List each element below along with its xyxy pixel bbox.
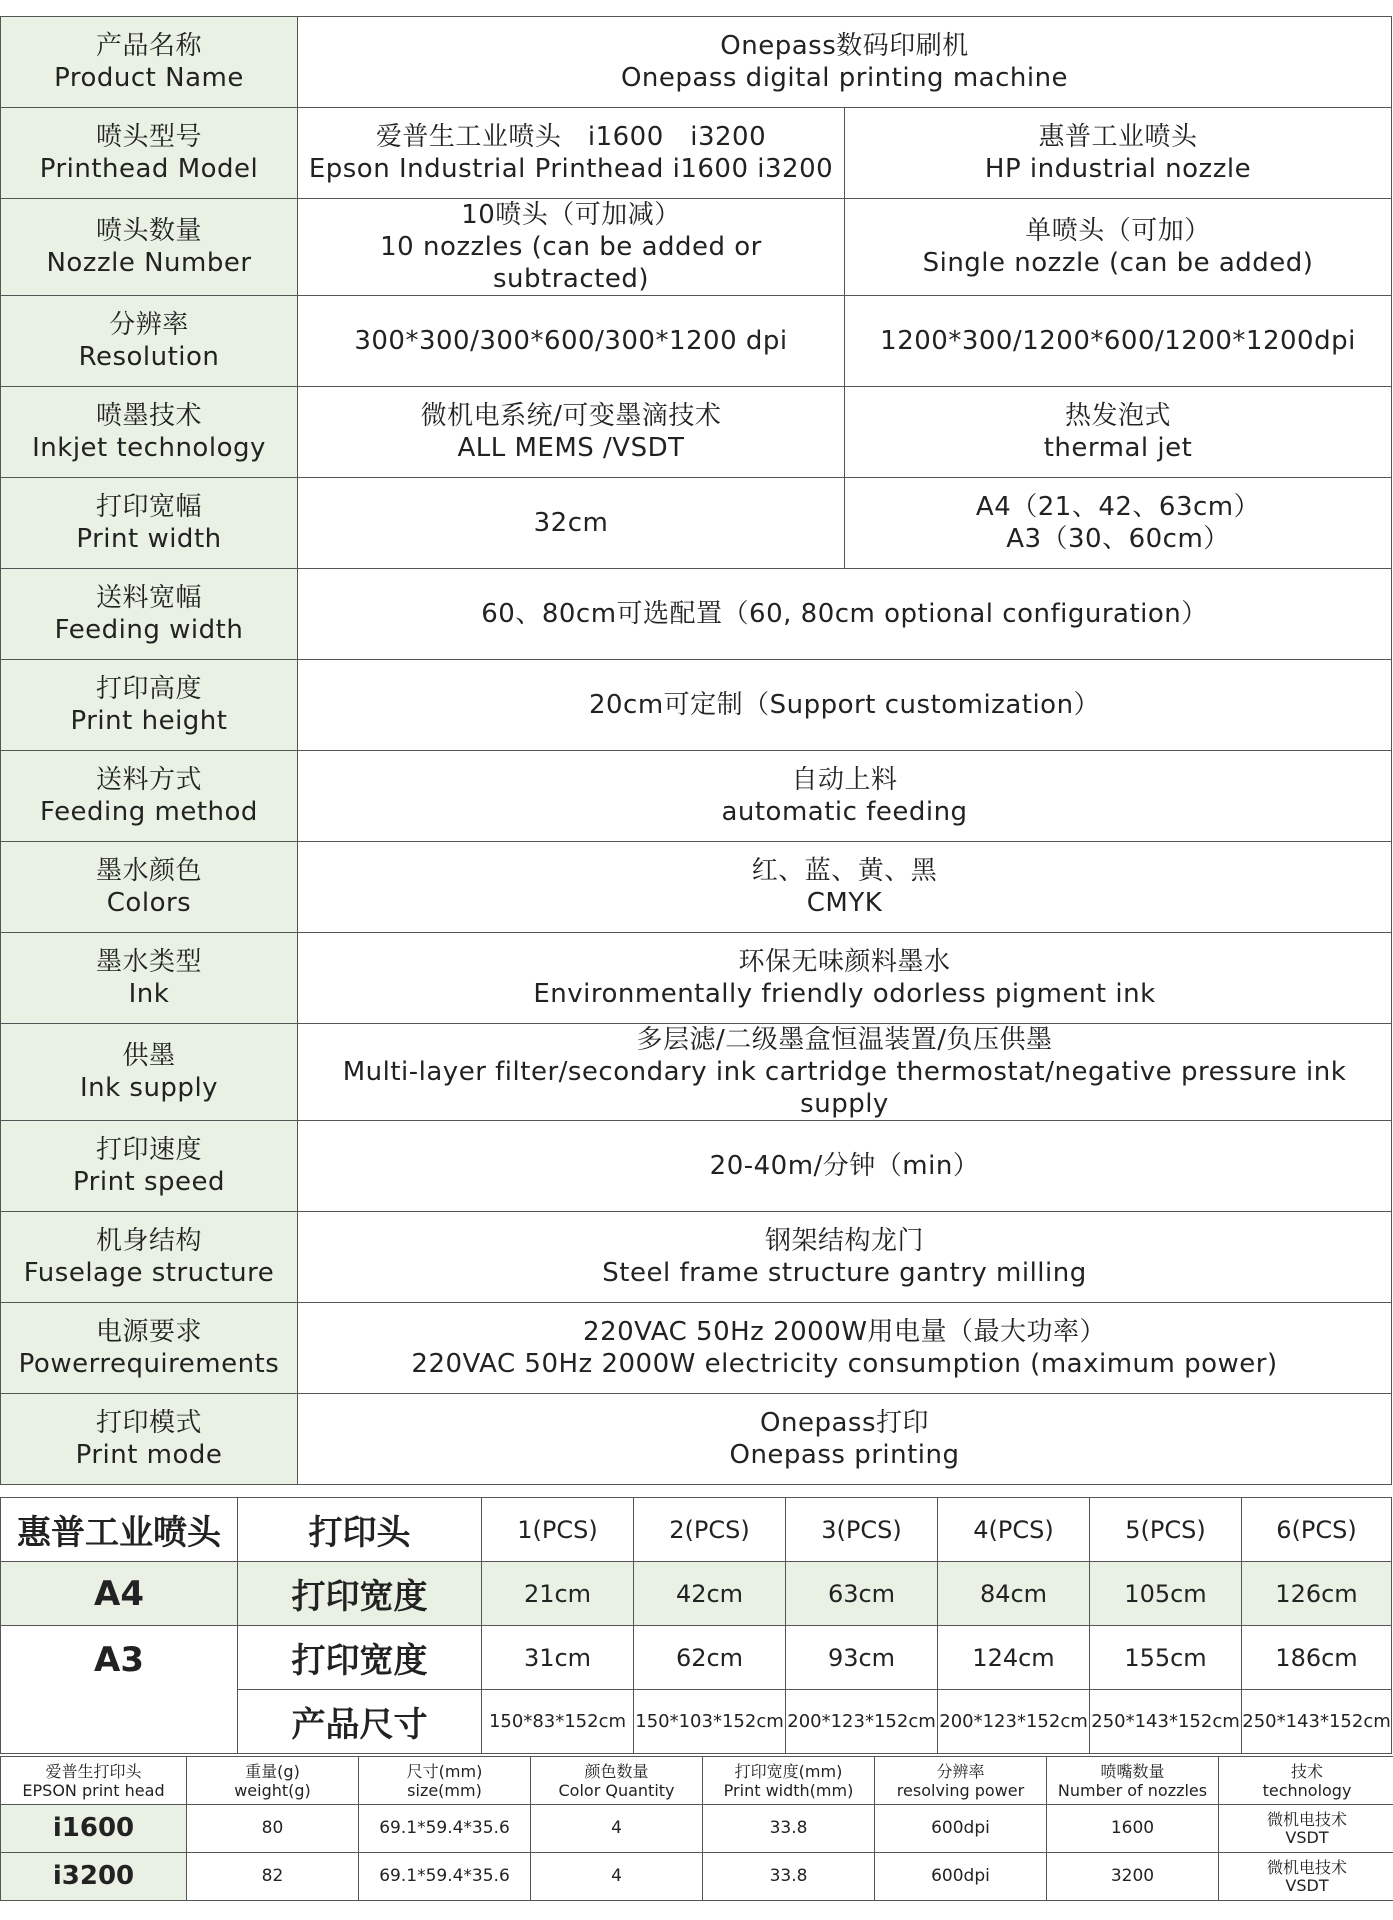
spec-value-line: Onepass打印 (760, 1408, 929, 1438)
epson-header-cell (1047, 1757, 1219, 1805)
spec-value-line: 钢架结构龙门 (765, 1226, 925, 1256)
spec-value-hp-line: Single nozzle (can be added) (922, 248, 1314, 278)
spec-value-line: 红、蓝、黄、黑 (751, 856, 938, 886)
epson-weight-cell: 82 (187, 1853, 359, 1901)
spec-value (298, 569, 1392, 660)
spec-label (1, 296, 298, 387)
epson-header-cell (1219, 1757, 1393, 1805)
spec-value-line: 环保无味颜料墨水 (738, 947, 951, 977)
epson-tech-cell-line: 微机电技术 (1266, 1809, 1347, 1829)
spec-value-line: Environmentally friendly odorless pigment ink (533, 979, 1156, 1009)
spec-label-en: Print width (76, 524, 222, 554)
spec-row (1, 17, 1392, 108)
epson-header-cell-line: Print width(mm) (723, 1780, 854, 1800)
spec-value (298, 842, 1392, 933)
size-cell: 200*123*152cm (938, 1690, 1090, 1754)
epson-header-row (1, 1757, 1393, 1805)
epson-header-cell-line: Number of nozzles (1057, 1780, 1208, 1800)
spec-label-cn: 电源要求 (95, 1317, 202, 1347)
epson-header-cell (531, 1757, 703, 1805)
a4-width-cell: 42cm (634, 1562, 786, 1626)
spec-value-hp-line: HP industrial nozzle (984, 154, 1252, 184)
epson-header-cell-line: 颜色数量 (584, 1761, 649, 1781)
epson-row (1, 1853, 1393, 1901)
spec-label (1, 1212, 298, 1303)
spec-label-en: Powerrequirements (18, 1349, 280, 1379)
epson-header-cell (359, 1757, 531, 1805)
spec-label-cn: 喷头型号 (95, 122, 202, 152)
spec-value-epson-line: ALL MEMS /VSDT (457, 433, 685, 463)
spec-label (1, 842, 298, 933)
spec-label-en: Feeding width (54, 615, 244, 645)
spec-label (1, 1121, 298, 1212)
spec-label (1, 108, 298, 199)
spec-value-epson-line: 爱普生工业喷头 i1600 i3200 (375, 122, 767, 152)
epson-header-cell (703, 1757, 875, 1805)
epson-width-cell: 33.8 (703, 1805, 875, 1853)
spec-value-epson-line: 32cm (533, 508, 609, 538)
epson-header-cell-line: 重量(g) (245, 1761, 300, 1781)
spec-value-line: Onepass printing (729, 1440, 960, 1470)
product-size-label: 产品尺寸 (238, 1690, 482, 1754)
size-cell: 150*83*152cm (482, 1690, 634, 1754)
spec-table (0, 16, 1392, 1485)
spec-value-hp (845, 296, 1392, 387)
spec-value (298, 751, 1392, 842)
epson-size-cell: 69.1*59.4*35.6 (359, 1853, 531, 1901)
spec-label-en: Inkjet technology (32, 433, 266, 463)
spec-label-en: Ink supply (79, 1073, 219, 1103)
spec-label (1, 1024, 298, 1121)
spec-label (1, 751, 298, 842)
epson-header-cell-line: 技术 (1290, 1761, 1323, 1781)
epson-header-cell (875, 1757, 1047, 1805)
pcs-cell: 5(PCS) (1090, 1498, 1242, 1562)
a3-width-cell: 31cm (482, 1626, 634, 1690)
spec-value (298, 1303, 1392, 1394)
a3-width-cell: 186cm (1242, 1626, 1392, 1690)
a3-width-cell: 62cm (634, 1626, 786, 1690)
spec-label (1, 933, 298, 1024)
spec-value-hp (845, 108, 1392, 199)
spec-label-cn: 打印宽幅 (95, 492, 202, 522)
epson-header-cell (1, 1757, 187, 1805)
pcs-cell: 1(PCS) (482, 1498, 634, 1562)
spec-value-line: 60、80cm可选配置（60, 80cm optional configuration） (481, 599, 1208, 629)
spec-row (1, 1121, 1392, 1212)
spec-value-line: 220VAC 50Hz 2000W electricity consumption (maximum power) (411, 1349, 1278, 1379)
spec-label-cn: 机身结构 (95, 1226, 202, 1256)
spec-label (1, 660, 298, 751)
spec-label-cn: 墨水颜色 (95, 856, 202, 886)
spec-label (1, 1394, 298, 1485)
spec-row (1, 660, 1392, 751)
epson-dpi-cell: 600dpi (875, 1805, 1047, 1853)
spec-value-hp-line: 热发泡式 (1065, 401, 1172, 431)
spec-label-cn: 打印高度 (95, 674, 202, 704)
epson-header-cell-line: 分辨率 (936, 1761, 985, 1781)
spec-label-en: Print mode (75, 1440, 223, 1470)
spec-row (1, 199, 1392, 296)
epson-header-cell-line: technology (1262, 1780, 1352, 1800)
spec-label (1, 1303, 298, 1394)
spec-value-line: Multi-layer filter/secondary ink cartridge thermostat/negative pressure ink supply (342, 1057, 1347, 1119)
spec-value (298, 1394, 1392, 1485)
spec-value-line: Steel frame structure gantry milling (602, 1258, 1087, 1288)
spec-label-en: Printhead Model (39, 154, 259, 184)
epson-header-cell-line: EPSON print head (22, 1780, 165, 1800)
spec-label (1, 478, 298, 569)
epson-model-cell: i1600 (1, 1805, 187, 1853)
spec-value-epson-line: 微机电系统/可变墨滴技术 (420, 401, 722, 431)
spec-value-line: Onepass digital printing machine (620, 63, 1069, 93)
spec-label-cn: 供墨 (122, 1041, 176, 1071)
pcs-cell: 4(PCS) (938, 1498, 1090, 1562)
epson-colors-cell: 4 (531, 1805, 703, 1853)
printhead-label: 打印头 (238, 1498, 482, 1562)
spec-value-line: 20-40m/分钟（min） (709, 1151, 980, 1181)
epson-printhead-table (0, 1756, 1393, 1901)
a4-width-cell: 21cm (482, 1562, 634, 1626)
spec-label-en: Product Name (54, 63, 244, 93)
epson-header-cell-line: 喷嘴数量 (1100, 1761, 1165, 1781)
spec-row (1, 296, 1392, 387)
epson-header-cell-line: Color Quantity (558, 1780, 675, 1800)
epson-size-cell: 69.1*59.4*35.6 (359, 1805, 531, 1853)
spec-row (1, 478, 1392, 569)
epson-row (1, 1805, 1393, 1853)
spec-label-cn: 打印模式 (95, 1408, 202, 1438)
size-cell: 200*123*152cm (786, 1690, 938, 1754)
spec-value-epson-line: 10 nozzles (can be added or subtracted) (380, 232, 762, 294)
hp-header-row (1, 1498, 1392, 1562)
epson-model-cell: i3200 (1, 1853, 187, 1901)
spec-value-hp (845, 478, 1392, 569)
spec-row (1, 108, 1392, 199)
spec-label-en: Feeding method (40, 797, 258, 827)
spec-value-line: 20cm可定制（Support customization） (588, 690, 1101, 720)
spec-row (1, 842, 1392, 933)
spec-label-cn: 产品名称 (95, 31, 202, 61)
a4-row (1, 1562, 1392, 1626)
pcs-cell: 6(PCS) (1242, 1498, 1392, 1562)
epson-nozzles-cell: 1600 (1047, 1805, 1219, 1853)
epson-tech-cell-line: 微机电技术 (1266, 1857, 1347, 1877)
spec-value-line: 自动上料 (791, 765, 898, 795)
a3-width-cell: 155cm (1090, 1626, 1242, 1690)
spec-label-en: Resolution (78, 342, 220, 372)
spec-label-en: Ink (128, 979, 170, 1009)
spec-value-epson-line: 300*300/300*600/300*1200 dpi (354, 326, 788, 356)
spec-row (1, 1303, 1392, 1394)
a4-width-cell: 84cm (938, 1562, 1090, 1626)
a3-width-cell: 93cm (786, 1626, 938, 1690)
spec-row (1, 387, 1392, 478)
epson-tech-cell-line: VSDT (1285, 1827, 1329, 1847)
spec-row (1, 751, 1392, 842)
spec-value (298, 1024, 1392, 1121)
epson-header-cell-line: resolving power (896, 1780, 1025, 1800)
spec-value (298, 1212, 1392, 1303)
spec-label-en: Fuselage structure (23, 1258, 275, 1288)
spec-label-en: Colors (106, 888, 192, 918)
size-cell: 250*143*152cm (1090, 1690, 1242, 1754)
epson-tech-cell (1219, 1853, 1393, 1901)
spec-label (1, 17, 298, 108)
spec-value-line: automatic feeding (721, 797, 968, 827)
size-cell: 250*143*152cm (1242, 1690, 1392, 1754)
spec-value-hp-line: thermal jet (1043, 433, 1193, 463)
a3-label: A3 (1, 1626, 238, 1754)
a4-width-cell: 63cm (786, 1562, 938, 1626)
spec-row (1, 933, 1392, 1024)
spec-value-hp-line: 单喷头（可加） (1025, 216, 1211, 246)
hp-title: 惠普工业喷头 (1, 1498, 238, 1562)
a4-width-cell: 105cm (1090, 1562, 1242, 1626)
a3-width-cell: 124cm (938, 1626, 1090, 1690)
spec-row (1, 1394, 1392, 1485)
spec-value (298, 660, 1392, 751)
spec-value-epson (298, 478, 845, 569)
epson-header-cell-line: 爱普生打印头 (45, 1761, 142, 1781)
spec-label-cn: 墨水类型 (95, 947, 202, 977)
spec-value-line: Onepass数码印刷机 (720, 31, 969, 61)
spec-row (1, 569, 1392, 660)
a4-width-cell: 126cm (1242, 1562, 1392, 1626)
spec-label-en: Print speed (72, 1167, 226, 1197)
a4-label: A4 (1, 1562, 238, 1626)
epson-header-cell (187, 1757, 359, 1805)
spec-row (1, 1024, 1392, 1121)
a4-print-width-label: 打印宽度 (238, 1562, 482, 1626)
spec-label-cn: 喷头数量 (95, 216, 202, 246)
spec-label-cn: 喷墨技术 (95, 401, 202, 431)
spec-value-hp (845, 199, 1392, 296)
epson-header-cell-line: weight(g) (234, 1780, 311, 1800)
spec-value-epson (298, 199, 845, 296)
spec-value (298, 17, 1392, 108)
spec-value-hp-line: 惠普工业喷头 (1038, 122, 1198, 152)
spec-label (1, 569, 298, 660)
spec-label-en: Print height (70, 706, 228, 736)
spec-value-hp-line: 1200*300/1200*600/1200*1200dpi (880, 326, 1356, 356)
spec-value-epson (298, 296, 845, 387)
spec-value-hp (845, 387, 1392, 478)
epson-colors-cell: 4 (531, 1853, 703, 1901)
epson-header-cell-line: 尺寸(mm) (406, 1761, 483, 1781)
spec-value-hp-line: A4（21、42、63cm） (975, 492, 1261, 522)
spec-label (1, 199, 298, 296)
spec-value (298, 933, 1392, 1024)
spec-value-hp-line: A3（30、60cm） (1006, 524, 1230, 554)
spec-value-epson (298, 387, 845, 478)
epson-header-cell-line: 打印宽度(mm) (734, 1761, 843, 1781)
spec-value-line: 多层滤/二级墨盒恒温装置/负压供墨 (636, 1025, 1053, 1055)
spec-label-cn: 打印速度 (95, 1135, 202, 1165)
spec-value-line: 220VAC 50Hz 2000W用电量（最大功率） (583, 1317, 1106, 1347)
size-cell: 150*103*152cm (634, 1690, 786, 1754)
spec-label-cn: 分辨率 (109, 310, 189, 340)
spec-label (1, 387, 298, 478)
pcs-cell: 3(PCS) (786, 1498, 938, 1562)
spec-value-epson-line: Epson Industrial Printhead i1600 i3200 (308, 154, 834, 184)
a3-row (1, 1626, 1392, 1690)
epson-tech-cell-line: VSDT (1285, 1875, 1329, 1895)
epson-width-cell: 33.8 (703, 1853, 875, 1901)
spec-label-cn: 送料方式 (95, 765, 202, 795)
spec-label-en: Nozzle Number (46, 248, 252, 278)
spec-value-epson (298, 108, 845, 199)
spec-value-epson-line: 10喷头（可加减） (461, 200, 681, 230)
hp-printhead-table (0, 1497, 1392, 1754)
epson-header-cell-line: size(mm) (407, 1780, 482, 1800)
epson-dpi-cell: 600dpi (875, 1853, 1047, 1901)
epson-tech-cell (1219, 1805, 1393, 1853)
epson-nozzles-cell: 3200 (1047, 1853, 1219, 1901)
spec-value-line: CMYK (806, 888, 883, 918)
pcs-cell: 2(PCS) (634, 1498, 786, 1562)
spec-label-cn: 送料宽幅 (95, 583, 202, 613)
a3-print-width-label: 打印宽度 (238, 1626, 482, 1690)
epson-weight-cell: 80 (187, 1805, 359, 1853)
spec-row (1, 1212, 1392, 1303)
spec-value (298, 1121, 1392, 1212)
